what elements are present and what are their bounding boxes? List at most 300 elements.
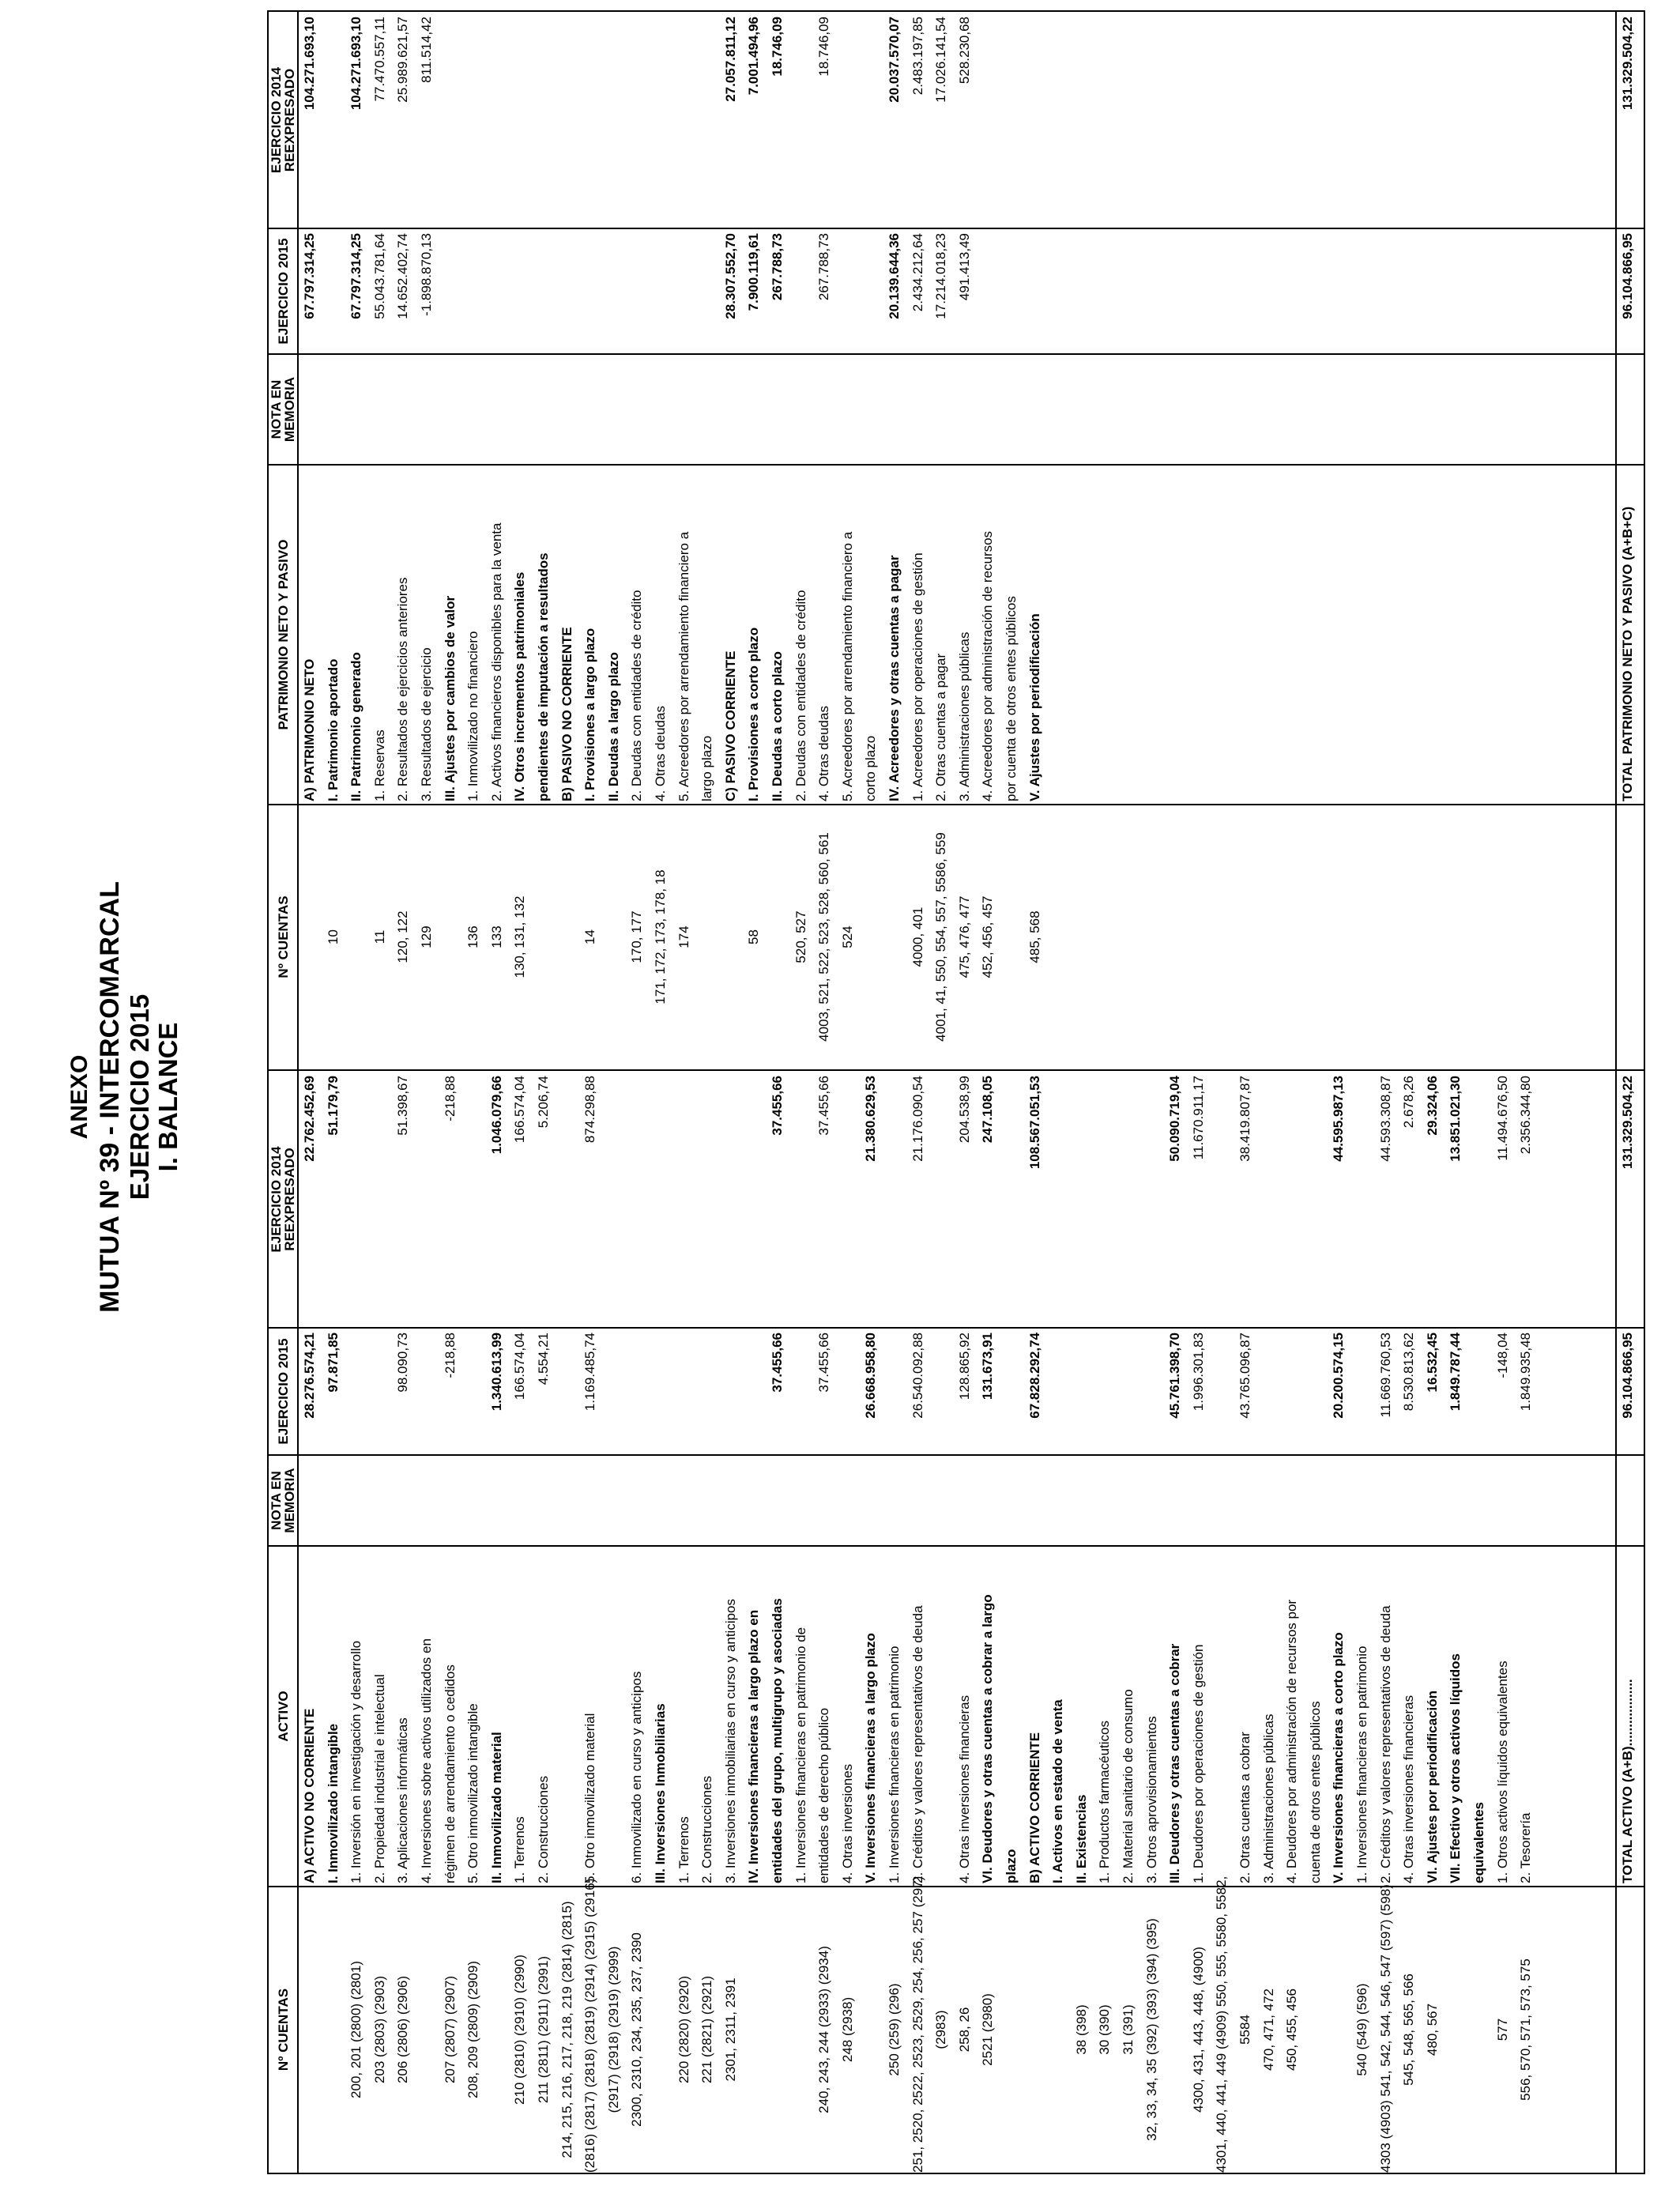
table-row (372, 12, 388, 1069)
table-row (910, 1071, 926, 2173)
account-codes: 221 (2821) (2921) (699, 1975, 715, 2084)
value-2014: 21.380.629,53 (863, 1076, 879, 1162)
table-row (395, 1071, 411, 2173)
table-row (957, 12, 973, 1069)
table-row (910, 12, 926, 1069)
total-divider (1615, 1071, 1617, 2173)
concept-label: 2. Construcciones (536, 1775, 551, 1883)
table-row (933, 12, 949, 1069)
table-row (1378, 1071, 1394, 2173)
concept-label: 1. Inmovilizado no financiero (465, 631, 481, 801)
table-row (723, 1071, 739, 2173)
table-row (443, 12, 458, 1069)
concept-label: 1. Otros activos líquidos equivalentes (1494, 1661, 1510, 1883)
header-concepto: PATRIMONIO NETO Y PASIVO (276, 539, 291, 730)
value-2014: 811.514,42 (419, 17, 434, 83)
value-2014: 2.356.344,80 (1518, 1076, 1534, 1155)
value-2014: 874.298,88 (582, 1076, 598, 1144)
concept-label: IV. Acreedores y otras cuentas a pagar (887, 555, 902, 801)
table-row (326, 12, 341, 1069)
table-row (629, 1071, 645, 2173)
concept-label: 1. Terrenos (676, 1816, 691, 1883)
value-2015: 20.139.644,36 (887, 233, 902, 319)
table-row (302, 12, 318, 1069)
concept-label: VI. Deudores y otras cuentas a cobrar a largo (980, 1594, 996, 1883)
table-row (1354, 1071, 1370, 2173)
account-codes: 4301, 440, 441, 449 (4909) 550, 555, 5580, 5582, (1214, 1875, 1230, 2173)
concept-label: entidades del grupo, multigrupo y asociadas (770, 1598, 785, 1883)
value-2015: 17.214.018,23 (933, 233, 949, 319)
concept-label: III. Ajustes por cambios de valor (442, 595, 458, 801)
table-row (489, 12, 505, 1069)
account-codes: 470, 471, 472 (1260, 1989, 1276, 2071)
table-row (1331, 1071, 1347, 2173)
concept-label: C) PASIVO CORRIENTE (722, 650, 738, 801)
account-codes: 5584 (1237, 2015, 1252, 2045)
account-codes: 32, 33, 34, 35 (392) (393) (394) (395) (1143, 1918, 1159, 2141)
account-codes: 485, 568 (1026, 910, 1042, 963)
value-2014: 77.470.557,11 (371, 17, 387, 102)
table-row (606, 12, 622, 1069)
account-codes: 200, 201 (2800) (2801) (348, 1961, 364, 2098)
table-row (793, 12, 809, 1069)
concept-label: 3. Inversiones inmobiliarias en curso y anticipos (722, 1598, 738, 1883)
concept-label: 2. Activos financieros disponibles para la venta (488, 522, 504, 801)
value-2015: 128.865,92 (956, 1333, 972, 1400)
table-row (746, 12, 762, 1069)
value-2015: 131.673,91 (980, 1333, 996, 1400)
table-row (1004, 1071, 1019, 2173)
account-codes: 30 (390) (1097, 2004, 1113, 2055)
value-2015: 1.849.935,48 (1518, 1333, 1534, 1412)
table-row (863, 1071, 879, 2173)
table-row (419, 12, 435, 1069)
account-codes: 58 (746, 929, 762, 944)
concept-label: 2. Créditos y valores representativos de deuda (910, 1605, 925, 1883)
account-codes: 4303 (4903) 541, 542, 544, 546, 547 (597) (598) (1377, 1884, 1393, 2173)
account-codes: 258, 26 (956, 2007, 972, 2053)
concept-label: 2. Propiedad industrial e intelectual (371, 1674, 387, 1883)
value-2015: 45.761.398,70 (1167, 1333, 1183, 1419)
value-2015: 28.276.574,21 (302, 1333, 317, 1419)
total-2015: 96.104.866,95 (1620, 233, 1635, 319)
value-2015: 1.340.613,99 (488, 1333, 504, 1412)
value-2015: 1.996.301,83 (1190, 1333, 1206, 1412)
concept-label: 4. Otras inversiones financieras (956, 1695, 972, 1883)
table-row (465, 12, 481, 1069)
table-row (1144, 1071, 1160, 2173)
table-row (957, 1071, 973, 2173)
account-codes: 136 (465, 925, 481, 948)
value-2014: 18.746,09 (816, 17, 832, 77)
value-2014: 204.538,99 (956, 1076, 972, 1144)
concept-label: IV. Otros incrementos patrimoniales (512, 571, 528, 801)
table-row (1261, 1071, 1277, 2173)
concept-label: 4. Inversiones sobre activos utilizados en (419, 1638, 434, 1883)
table-row (1027, 1071, 1043, 2173)
table-row (1448, 1071, 1463, 2173)
table-row (629, 12, 645, 1069)
concept-label: 3. Administraciones públicas (956, 631, 972, 801)
pasivo-table (267, 10, 1645, 1071)
concept-label: I. Provisiones a corto plazo (746, 627, 762, 801)
concept-label: 3. Otros aprovisionamientos (1143, 1716, 1159, 1883)
value-2014: 20.037.570,07 (887, 17, 902, 103)
table-row (559, 12, 575, 1069)
value-2015: 37.455,66 (816, 1333, 832, 1393)
value-2014: 2.483.197,85 (910, 17, 925, 96)
account-codes: 211 (2811) (2911) (2991) (536, 1955, 551, 2104)
account-codes: 11 (371, 929, 387, 944)
value-2015: 8.530.813,62 (1401, 1333, 1417, 1412)
account-codes: 207 (2807) (2907) (442, 1975, 458, 2084)
header-2014-1: EJERCICIO 2014 (269, 1146, 284, 1253)
account-codes: (2816) (2817) (2818) (2819) (2914) (2915) (2916) (582, 1878, 598, 2173)
value-2014: 37.455,66 (770, 1076, 785, 1136)
table-row (699, 12, 715, 1069)
table-row (512, 12, 528, 1069)
header-2015: EJERCICIO 2015 (276, 238, 291, 345)
table-row (372, 1071, 388, 2173)
account-codes: 203 (2803) (2903) (371, 1975, 387, 2084)
value-2014: 37.455,66 (816, 1076, 832, 1136)
value-2015: 26.540.092,88 (910, 1333, 925, 1419)
table-row (489, 1071, 505, 2173)
concept-label: I. Patrimonio aportado (325, 658, 341, 801)
value-2015: 20.200.574,15 (1331, 1333, 1347, 1419)
table-row (348, 1071, 364, 2173)
value-2015: 11.669.760,53 (1377, 1333, 1393, 1418)
table-row (465, 1071, 481, 2173)
account-codes: 450, 455, 456 (1284, 1989, 1300, 2071)
table-row (1518, 1071, 1534, 2173)
concept-label: pendientes de imputación a resultados (536, 552, 551, 801)
table-row (582, 1071, 598, 2173)
value-2014: 104.271.693,10 (348, 17, 364, 111)
table-row (770, 1071, 785, 2173)
account-codes: 2301, 2311, 2391 (722, 1977, 738, 2082)
total-label: TOTAL PATRIMONIO NETO Y PASIVO (A+B+C) (1620, 506, 1635, 801)
concept-label: 5. Otro inmovilizado material (582, 1713, 598, 1883)
concept-label: B) PASIVO NO CORRIENTE (559, 627, 574, 801)
concept-label: cuenta de otros entes públicos (1307, 1701, 1323, 1883)
concept-label: plazo (1004, 1849, 1019, 1883)
table-row (816, 1071, 832, 2173)
value-2014: 1.046.079,66 (488, 1076, 504, 1155)
concept-label: IV. Inversiones financieras a largo plazo en (746, 1609, 762, 1883)
concept-label: A) ACTIVO NO CORRIENTE (302, 1708, 317, 1883)
table-row (676, 1071, 692, 2173)
value-2014: 51.179,79 (325, 1076, 341, 1136)
account-codes: 171, 172, 173, 178, 18 (653, 869, 668, 1005)
header-2014-1: EJERCICIO 2014 (269, 66, 284, 174)
account-codes: 520, 527 (793, 910, 808, 963)
table-row (348, 12, 364, 1069)
header-2014-2: REEXPRESADO (282, 1148, 297, 1251)
concept-label: 5. Acreedores por arrendamiento financiero a (676, 531, 691, 801)
table-row (840, 1071, 856, 2173)
account-codes: 220 (2820) (2920) (676, 1975, 691, 2084)
account-codes: 10 (325, 929, 341, 944)
balance-title: I. BALANCE (153, 1022, 183, 1172)
table-row (1495, 1071, 1511, 2173)
value-2014: 21.176.090,54 (910, 1076, 925, 1162)
value-2014: -218,88 (442, 1076, 458, 1122)
value-2015: -1.898.870,13 (419, 233, 434, 316)
table-row (1425, 1071, 1441, 2173)
table-row (653, 12, 669, 1069)
value-2015: -218,88 (442, 1333, 458, 1378)
table-row (419, 1071, 435, 2173)
total-2014: 131.329.504,22 (1620, 1076, 1635, 1170)
table-row (536, 12, 552, 1069)
table-row (559, 1071, 575, 2173)
concept-label: 5. Otro inmovilizado intangible (465, 1703, 481, 1883)
entity-title: MUTUA Nº 39 - INTERCOMARCAL (95, 881, 125, 1313)
value-2014: 18.746,09 (770, 17, 785, 77)
header-nota-2: MEMORIA (282, 376, 297, 443)
account-codes: 240, 243, 244 (2933) (2934) (816, 1946, 832, 2113)
concept-label: I. Activos en estado de venta (1050, 1699, 1066, 1883)
table-row (536, 1071, 552, 2173)
total-row (1620, 12, 1636, 1069)
concept-label: 1. Inversión en investigación y desarrollo (348, 1640, 364, 1883)
account-codes: 133 (488, 925, 504, 948)
concept-label: 6. Inmovilizado en curso y anticipos (629, 1671, 645, 1883)
value-2015: 4.554,21 (536, 1333, 551, 1385)
concept-label: 1. Terrenos (512, 1816, 528, 1883)
table-row (1050, 1071, 1066, 2173)
table-row (1284, 1071, 1300, 2173)
value-2015: 55.043.781,64 (371, 233, 387, 319)
value-2014: 5.206,74 (536, 1076, 551, 1129)
account-codes: 170, 177 (629, 910, 645, 963)
concept-label: 1. Reservas (371, 729, 387, 801)
value-2014: 166.574,04 (512, 1076, 528, 1144)
value-2015: 1.169.485,74 (582, 1333, 598, 1412)
account-codes: 524 (839, 925, 855, 948)
total-label: TOTAL ACTIVO (A+B).................. (1620, 1679, 1635, 1883)
account-codes: 475, 476, 477 (956, 895, 972, 978)
account-codes: 214, 215, 216, 217, 218, 219 (2814) (2815) (559, 1901, 574, 2158)
account-codes: 556, 570, 571, 573, 575 (1518, 1958, 1534, 2101)
value-2014: 2.678,26 (1401, 1076, 1417, 1129)
value-2015: 26.668.958,80 (863, 1333, 879, 1419)
header-nota-1: NOTA EN (269, 1471, 284, 1530)
concept-label: 4. Deudores por administración de recursos por (1284, 1599, 1300, 1883)
table-row (582, 12, 598, 1069)
account-codes: 480, 567 (1424, 2003, 1440, 2056)
header-nota-2: MEMORIA (282, 1468, 297, 1533)
concept-label: 1. Inversiones financieras en patrimonio (1354, 1646, 1369, 1883)
account-codes: (2917) (2918) (2919) (2999) (605, 1946, 621, 2113)
table-row (840, 12, 856, 1069)
value-2015: 67.797.314,25 (302, 233, 317, 319)
value-2015: 67.797.314,25 (348, 233, 364, 319)
fiscal-year-title: EJERCICIO 2015 (125, 993, 154, 1201)
value-2014: 25.989.621,57 (395, 17, 411, 103)
concept-label: 4. Otras inversiones (839, 1763, 855, 1883)
concept-label: A) PATRIMONIO NETO (302, 658, 317, 801)
value-2014: 528.230,68 (956, 17, 972, 85)
value-2015: 267.788,73 (816, 233, 832, 301)
value-2015: -148,04 (1494, 1333, 1510, 1378)
table-row (980, 1071, 996, 2173)
table-row (1308, 1071, 1324, 2173)
value-2015: 267.788,73 (770, 233, 785, 301)
table-row (676, 12, 692, 1069)
account-codes: 208, 209 (2809) (2909) (465, 1961, 481, 2098)
concept-label: 2. Otras cuentas a cobrar (1237, 1732, 1252, 1883)
concept-label: 3. Administraciones públicas (1260, 1713, 1276, 1883)
table-row (1237, 1071, 1253, 2173)
table-row (723, 12, 739, 1069)
concept-label: V. Inversiones financieras a corto plazo (1331, 1632, 1347, 1883)
concept-label: 2. Tesorería (1518, 1812, 1534, 1883)
total-2014: 131.329.504,22 (1620, 17, 1635, 111)
account-codes: 129 (419, 925, 434, 948)
concept-label: 1. Deudores por operaciones de gestión (1190, 1644, 1206, 1883)
activo-table (267, 1069, 1645, 2174)
concept-label: 2. Resultados de ejercicios anteriores (395, 577, 411, 801)
table-row (1097, 1071, 1113, 2173)
concept-label: 3. Aplicaciones informáticas (395, 1717, 411, 1883)
value-2015: 43.765.096,87 (1237, 1333, 1252, 1419)
account-codes: 4000, 401 (910, 907, 925, 967)
value-2015: 67.828.292,74 (1026, 1333, 1042, 1419)
concept-label: largo plazo (699, 735, 715, 801)
value-2014: 17.026.141,54 (933, 17, 949, 103)
table-row (887, 1071, 902, 2173)
table-row (1214, 1071, 1230, 2173)
table-row (699, 1071, 715, 2173)
concept-label: B) ACTIVO CORRIENTE (1026, 1732, 1042, 1883)
value-2014: 108.567.051,53 (1026, 1076, 1042, 1170)
table-row (887, 12, 902, 1069)
concept-label: 2. Material sanitario de consumo (1121, 1689, 1136, 1883)
value-2015: 14.652.402,74 (395, 233, 411, 319)
header-cuentas: Nº CUENTAS (276, 1988, 291, 2071)
account-codes: 14 (582, 929, 598, 944)
table-row (933, 1071, 949, 2173)
table-row (302, 1071, 318, 2173)
value-2014: 247.108,05 (980, 1076, 996, 1144)
value-2014: 38.419.807,87 (1237, 1076, 1252, 1162)
header-2014-2: REEXPRESADO (282, 68, 297, 172)
table-row (606, 1071, 622, 2173)
value-2015: 28.307.552,70 (722, 233, 738, 319)
concept-label: 1. Inversiones financieras en patrimonio (887, 1646, 902, 1883)
value-2014: 13.851.021,30 (1448, 1076, 1463, 1162)
concept-label: 4. Otras deudas (653, 706, 668, 801)
total-row (1620, 1071, 1636, 2173)
concept-label: 5. Acreedores por arrendamiento financiero a (839, 531, 855, 801)
concept-label: equivalentes (1471, 1802, 1486, 1883)
account-codes: 174 (676, 925, 691, 948)
concept-label: III. Inversiones Inmobiliarias (653, 1703, 668, 1883)
header-2015: EJERCICIO 2015 (276, 1338, 291, 1445)
concept-label: III. Deudores y otras cuentas a cobrar (1167, 1643, 1183, 1883)
account-codes: 545, 548, 565, 566 (1401, 1973, 1417, 2086)
value-2014: 29.324,06 (1424, 1076, 1440, 1136)
concept-label: I. Provisiones a largo plazo (582, 628, 598, 801)
account-codes: 4300, 431, 443, 448, (4900) (1190, 1947, 1206, 2113)
concept-label: 1. Acreedores por operaciones de gestión (910, 552, 925, 801)
concept-label: VI. Ajustes por periodificación (1424, 1690, 1440, 1883)
table-row (793, 1071, 809, 2173)
concept-label: II. Deudas a corto plazo (770, 651, 785, 801)
value-2015: 2.434.212,64 (910, 233, 925, 312)
header-divider (297, 12, 299, 1069)
table-row (770, 12, 785, 1069)
total-2015: 96.104.866,95 (1620, 1333, 1635, 1419)
concept-label: II. Deudas a largo plazo (605, 652, 621, 801)
value-2015: 98.090,73 (395, 1333, 411, 1393)
value-2014: 27.057.811,12 (722, 17, 738, 102)
concept-label: corto plazo (863, 735, 879, 801)
account-codes: 251, 2520, 2522, 2523, 2529, 254, 256, 257 (297) (910, 1875, 925, 2173)
table-row (395, 12, 411, 1069)
value-2014: 44.595.987,13 (1331, 1076, 1347, 1162)
table-row (1004, 12, 1019, 1069)
concept-label: VII. Efectivo y otros activos líquidos (1448, 1653, 1463, 1883)
table-row (443, 1071, 458, 2173)
concept-label: régimen de arrendamiento o cedidos (442, 1664, 458, 1883)
account-codes: 120, 122 (395, 910, 411, 963)
table-row (1121, 1071, 1136, 2173)
value-2015: 166.574,04 (512, 1333, 528, 1400)
table-row (863, 12, 879, 1069)
value-2014: 11.494.676,50 (1494, 1076, 1510, 1161)
value-2014: 44.593.308,87 (1377, 1076, 1393, 1162)
account-codes: 540 (549) (596) (1354, 1983, 1369, 2076)
account-codes: 248 (2938) (839, 1996, 855, 2063)
total-divider (1615, 12, 1617, 1069)
account-codes: 4001, 41, 550, 554, 557, 5586, 559 (933, 832, 949, 1042)
table-row (512, 1071, 528, 2173)
account-codes: 577 (1494, 2018, 1510, 2041)
concept-label: V. Ajustes por periodificación (1026, 613, 1042, 801)
account-codes: 2300, 2310, 234, 235, 237, 2390 (629, 1932, 645, 2127)
concept-label: II. Patrimonio generado (348, 652, 364, 801)
table-row (1074, 1071, 1090, 2173)
value-2014: 50.090.719,04 (1167, 1076, 1183, 1162)
value-2015: 1.849.787,44 (1448, 1333, 1463, 1412)
header-divider (297, 1071, 299, 2173)
value-2015: 37.455,66 (770, 1333, 785, 1393)
table-row (746, 1071, 762, 2173)
account-codes: 210 (2810) (2910) (2990) (512, 1955, 528, 2105)
table-row (1191, 1071, 1207, 2173)
table-row (816, 12, 832, 1069)
account-codes: 2521 (2980) (980, 1993, 996, 2066)
concept-label: 2. Otras cuentas a pagar (933, 653, 949, 801)
value-2015: 97.871,85 (325, 1333, 341, 1393)
concept-label: I. Inmovilizado intangible (325, 1723, 341, 1883)
annex-title: ANEXO (66, 1054, 92, 1140)
table-row (1027, 12, 1043, 1069)
account-codes: 31 (391) (1121, 2004, 1136, 2055)
concept-label: V. Inversiones financieras a largo plazo (863, 1633, 879, 1883)
concept-label: II. Inmovilizado material (488, 1732, 504, 1883)
account-codes: 250 (259) (296) (887, 1983, 902, 2076)
concept-label: por cuenta de otros entes públicos (1004, 596, 1019, 801)
account-codes: 206 (2806) (2906) (395, 1975, 411, 2084)
header-nota-1: NOTA EN (269, 379, 284, 439)
concept-label: 2. Deudas con entidades de crédito (793, 590, 808, 801)
table-row (653, 1071, 669, 2173)
value-2014: 104.271.693,10 (302, 17, 317, 111)
